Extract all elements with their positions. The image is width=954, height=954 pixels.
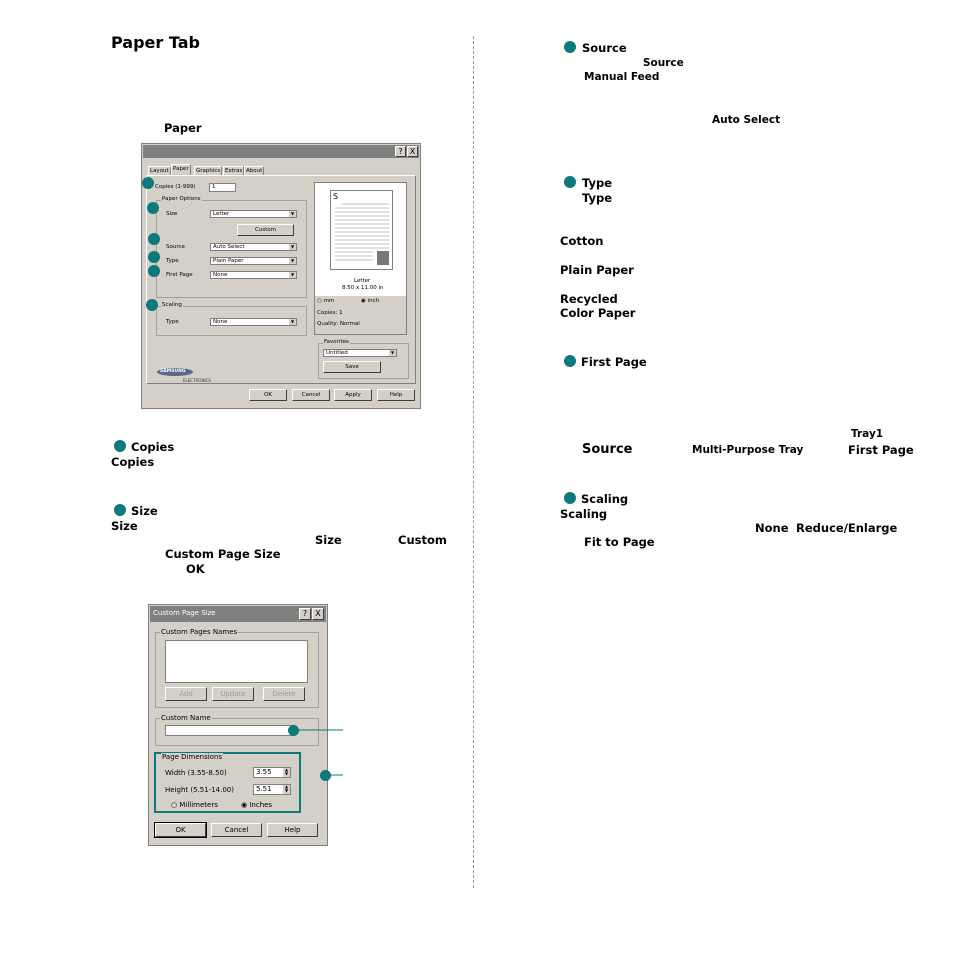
mm-radio[interactable]: ○ mm (317, 298, 335, 304)
scaling-none: None (755, 521, 789, 535)
source-label: Source (166, 244, 185, 250)
first-page-source: Source (582, 442, 633, 457)
callout-dot-first-page (148, 265, 160, 277)
copies-heading: Copies (131, 440, 175, 454)
favorites-group (318, 339, 409, 379)
page-dimensions-label: Page Dimensions (162, 753, 223, 761)
size-keyword-size: Size (315, 533, 342, 547)
preview-paper-dims: 8.50 x 11.00 in (342, 285, 384, 291)
scaling-reduce-enlarge: Reduce/Enlarge (796, 521, 898, 535)
first-page-select[interactable] (210, 271, 297, 279)
type-body-keyword: Type (582, 191, 613, 205)
scaling-group (156, 302, 307, 336)
preview-page (330, 190, 393, 270)
source-keyword-source: Source (643, 57, 684, 69)
type-cotton: Cotton (560, 234, 604, 248)
size-keyword-ok: OK (186, 562, 205, 576)
chevron-down-icon: ▼ (290, 272, 295, 277)
scaling-label: Scaling (162, 302, 182, 308)
column-divider (473, 36, 474, 888)
inch-radio[interactable]: ◉ inch (361, 298, 380, 304)
copies-input[interactable]: 1 (209, 183, 236, 192)
source-heading: Source (582, 41, 627, 55)
scaling-heading: Scaling (581, 492, 629, 506)
favorites-select[interactable] (323, 349, 397, 357)
intro-keyword: Paper (164, 121, 202, 135)
source-bullet-icon (564, 41, 576, 53)
help-icon[interactable]: ? (299, 608, 311, 620)
printer-properties-dialog (141, 143, 421, 409)
callout-dot-scaling (146, 299, 158, 311)
preview-lines (333, 203, 391, 267)
copies-body-keyword: Copies (111, 455, 155, 469)
custom-pages-list[interactable] (165, 640, 308, 683)
width-spinner-icon[interactable]: ▲ ▼ (284, 767, 289, 776)
scaling-type-select[interactable] (210, 318, 297, 326)
width-input[interactable]: 3.55 (253, 767, 291, 778)
save-button[interactable]: Save (323, 361, 381, 373)
tab-layout[interactable]: Layout (150, 168, 169, 174)
tab-extras[interactable]: Extras (225, 168, 243, 174)
custom-pages-names-group (155, 628, 319, 708)
height-spinner-icon[interactable]: ▲ ▼ (284, 784, 289, 793)
chevron-down-icon: ▼ (290, 319, 295, 324)
custom-button[interactable]: Custom (237, 224, 294, 236)
page-title: Paper Tab (111, 33, 200, 52)
type-recycled: Recycled (560, 292, 618, 306)
delete-button[interactable]: Delete (263, 687, 305, 701)
callout-dot-size (147, 202, 159, 214)
custom-name-input[interactable] (165, 725, 295, 736)
tab-about[interactable]: About (246, 168, 263, 174)
source-select[interactable] (210, 243, 297, 251)
type-value: Plain Paper (213, 258, 244, 264)
inch-label: inch (367, 298, 380, 304)
inches-radio[interactable]: ◉ Inches (241, 801, 273, 809)
quality-info: Quality: Normal (317, 321, 360, 327)
scaling-type-label: Type (166, 319, 179, 325)
callout-dot-copies (142, 177, 154, 189)
size-label: Size (166, 211, 178, 217)
first-page-label: First Page (166, 272, 193, 278)
callout-dot-page-dimensions (320, 770, 331, 781)
preview-panel (314, 182, 407, 335)
chevron-down-icon: ▼ (290, 244, 295, 249)
favorites-value: Untitled (326, 350, 348, 356)
size-select[interactable] (210, 210, 297, 218)
paper-options-label: Paper Options (162, 196, 201, 202)
samsung-logo-subtext: ELECTRONICS (183, 378, 211, 383)
type-label: Type (166, 258, 179, 264)
first-page-tray1: Tray1 (851, 428, 884, 440)
size-keyword-custom-page-size: Custom Page Size (165, 547, 281, 561)
help-icon[interactable]: ? (395, 146, 406, 157)
preview-paper-name: Letter (354, 278, 371, 284)
size-body-keyword: Size (111, 519, 138, 533)
custom-name-label: Custom Name (161, 714, 211, 722)
first-page-heading: First Page (581, 355, 647, 369)
custom-dialog-title: Custom Page Size (153, 609, 216, 617)
tab-paper[interactable]: Paper (171, 164, 191, 176)
height-input[interactable]: 5.51 (253, 784, 291, 795)
scaling-fit-to-page: Fit to Page (584, 535, 655, 549)
scaling-body-keyword: Scaling (560, 507, 608, 521)
preview-letter: S (333, 192, 339, 201)
help-button[interactable]: Help (377, 389, 415, 401)
type-color-paper: Color Paper (560, 306, 636, 320)
apply-button[interactable]: Apply (334, 389, 372, 401)
custom-pages-names-label: Custom Pages Names (161, 628, 238, 636)
tab-panel (146, 175, 416, 384)
samsung-logo-text: SAMSUNG (160, 369, 186, 374)
add-button[interactable]: Add (165, 687, 207, 701)
callout-dot-source (148, 233, 160, 245)
custom-cancel-button[interactable]: Cancel (211, 823, 262, 837)
type-bullet-icon (564, 176, 576, 188)
size-heading: Size (131, 504, 158, 518)
tab-graphics[interactable]: Graphics (196, 168, 221, 174)
first-page-mpt: Multi-Purpose Tray (692, 444, 804, 456)
copies-bullet-icon (114, 440, 126, 452)
callout-dot-type (148, 251, 160, 263)
update-button[interactable]: Update (212, 687, 254, 701)
millimeters-radio[interactable]: ○ Millimeters (171, 801, 218, 809)
source-keyword-manual-feed: Manual Feed (584, 71, 660, 83)
chevron-down-icon: ▼ (290, 258, 295, 263)
size-value: Letter (213, 211, 230, 217)
dialog-titlebar (143, 145, 419, 158)
close-icon[interactable]: X (312, 608, 324, 620)
type-heading: Type (582, 176, 613, 190)
scaling-type-value: None (213, 319, 228, 325)
close-icon[interactable]: X (407, 146, 418, 157)
chevron-down-icon: ▼ (290, 211, 295, 216)
size-keyword-custom: Custom (398, 533, 447, 547)
custom-ok-button[interactable]: OK (155, 823, 206, 837)
ok-button[interactable]: OK (249, 389, 287, 401)
millimeters-label: Millimeters (179, 801, 218, 809)
mm-label: mm (323, 298, 335, 304)
size-bullet-icon (114, 504, 126, 516)
custom-help-button[interactable]: Help (267, 823, 318, 837)
type-plain-paper: Plain Paper (560, 263, 634, 277)
callout-dot-custom-name (288, 725, 299, 736)
cancel-button[interactable]: Cancel (292, 389, 330, 401)
type-select[interactable] (210, 257, 297, 265)
preview-info (315, 296, 406, 334)
source-keyword-auto-select: Auto Select (712, 114, 781, 126)
height-label: Height (5.51-14.00) (165, 786, 234, 794)
width-label: Width (3.55-8.50) (165, 769, 227, 777)
chevron-down-icon: ▼ (390, 350, 395, 355)
first-page-value: None (213, 272, 228, 278)
favorites-label: Favorites (324, 339, 349, 345)
copies-label: Copies (1-999) (155, 184, 196, 190)
source-value: Auto Select (213, 244, 245, 250)
first-page-bullet-icon (564, 355, 576, 367)
paper-options-group (156, 196, 307, 298)
inches-label: Inches (249, 801, 273, 809)
copies-info: Copies: 1 (317, 310, 343, 316)
scaling-bullet-icon (564, 492, 576, 504)
custom-dialog-titlebar (150, 606, 326, 622)
first-page-keyword: First Page (848, 443, 914, 457)
